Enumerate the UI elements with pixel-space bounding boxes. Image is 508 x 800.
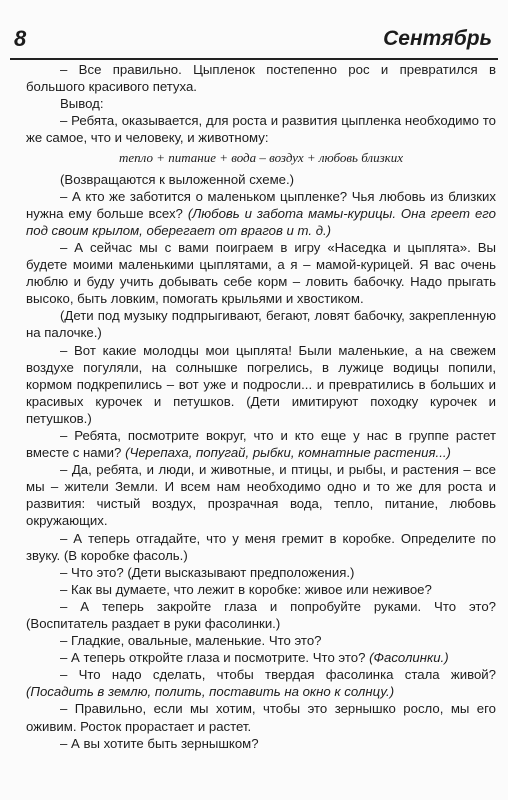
paragraph — [26, 666, 496, 700]
text-run: – А кто же заботится о маленьком цыпленке? Чья любовь из близких нужна ему больше всех? — [26, 188, 496, 221]
paragraph: – Что это? (Дети высказывают предположения.) — [60, 564, 355, 580]
paragraph: – А сейчас мы с вами поиграем в игру «Наседка и цыплята». Вы будете моими маленькими цыплятами, а я – мамой-курицей. Я вас очень люблю и буду учить добывать себе корм – ловить бабочку. Надо прыгать высоко, быть ловким, помогать крыльями и хвостиком. — [26, 239, 496, 307]
running-head: Сентябрь — [383, 27, 492, 50]
text-run: – Ребята, посмотрите вокруг, что и кто еще у нас в группе растет вместе с нами? — [26, 427, 496, 461]
paragraph — [26, 188, 496, 239]
page-body — [26, 61, 496, 752]
paragraph: – Ребята, оказывается, для роста и развития цыпленка необходимо то же самое, что и человеку, и животному: — [26, 113, 496, 146]
paragraph: – Вот какие молодцы мои цыплята! Были маленькие, а на свежем воздухе погуляли, на солнышке погрелись, в лужице водицы попили, кормом подкрепились – вот уже и подросли... и превратились в больших и красивых курочек и петушков. (Дети имитируют походку курочек и петушков.) — [26, 342, 496, 426]
paragraph: – А вы хотите быть зернышком? — [60, 735, 259, 751]
italic-answer: (Любовь и забота мамы-курицы. Она греет его под своим крылом, оберегает от врагов и т. д.) — [26, 205, 496, 238]
italic-answer: (Фасолинки.) — [369, 650, 449, 666]
paragraph: – Гладкие, овальные, маленькие. Что это? — [60, 633, 322, 649]
page-header — [10, 26, 498, 54]
formula-line: тепло + питание + вода – воздух + любовь близких — [118, 150, 404, 166]
paragraph — [26, 649, 496, 666]
paragraph: (Возвращаются к выложенной схеме.) — [60, 171, 295, 187]
paragraph: – Правильно, если мы хотим, чтобы это зернышко росло, мы его оживим. Росток прорастает и растет. — [26, 701, 496, 734]
paragraph: (Дети под музыку подпрыгивают, бегают, ловят бабочку, закрепленную на палочке.) — [26, 308, 496, 341]
paragraph: – Да, ребята, и люди, и животные, и птицы, и рыбы, и растения – все мы – жители Земли. И всем нам необходимо одно и то же для роста и развития: чистый воздух, прозрачная вода, тепло, питание, любовь окружающих. — [26, 462, 496, 529]
paragraph: – А теперь закройте глаза и попробуйте руками. Что это? (Воспитатель раздает в руки фасолинки.) — [26, 598, 496, 631]
paragraph: – Как вы думаете, что лежит в коробке: живое или неживое? — [60, 581, 432, 597]
text-run: – А теперь откройте глаза и посмотрите. Что это? — [60, 650, 370, 666]
paragraph: – Все правильно. Цыпленок постепенно рос и превратился в большого красивого петуха. — [26, 62, 496, 95]
paragraph: Вывод: — [60, 96, 104, 112]
text-run: – Что надо сделать, чтобы твердая фасолинка стала живой? — [60, 667, 496, 683]
page-number: 8 — [14, 26, 27, 51]
paragraph — [26, 427, 496, 461]
italic-answer: (Посадить в землю, полить, поставить на окно к солнцу.) — [26, 684, 395, 700]
paragraph: – А теперь отгадайте, что у меня гремит в коробке. Определите по звуку. (В коробке фасоль.) — [26, 530, 496, 563]
italic-answer: (Черепаха, попугай, рыбки, комнатные растения...) — [125, 445, 451, 461]
header-rule — [10, 58, 498, 60]
